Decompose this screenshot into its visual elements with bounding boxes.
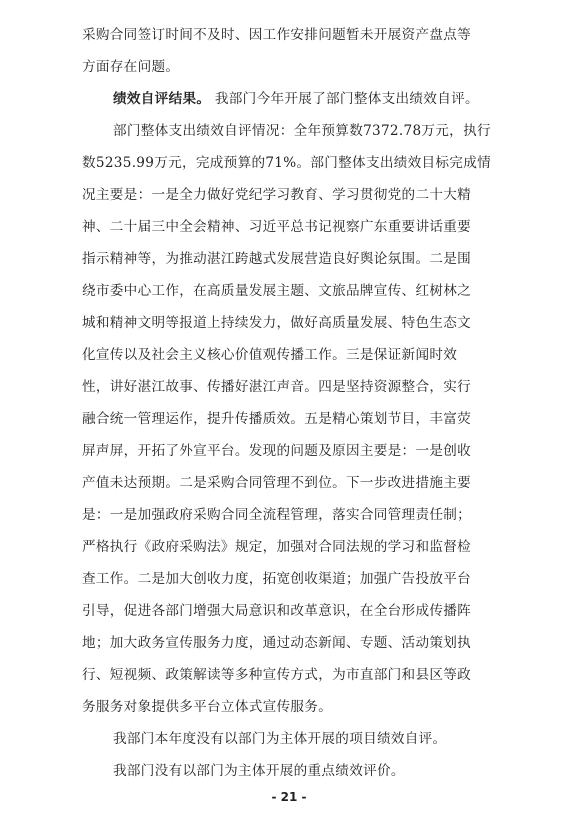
paragraph-line: 屏声屏，开拓了外宣平台。发现的问题及原因主要是：一是创收 xyxy=(82,443,472,459)
paragraph-line: 融合统一管理运作，提升传播质效。五是精心策划节目，丰富荧 xyxy=(82,411,472,427)
paragraph-line: 采购合同签订时间不及时、因工作安排问题暂未开展资产盘点等 xyxy=(82,27,472,43)
paragraph-line: 引导，促进各部门增强大局意识和改革意识，在全台形成传播阵 xyxy=(82,603,472,619)
paragraph-line: 严格执行《政府采购法》规定，加强对合同法规的学习和监督检 xyxy=(82,539,472,555)
paragraph-line: 务服务对象提供多平台立体式宣传服务。 xyxy=(82,699,333,715)
paragraph-line: 我部门没有以部门为主体开展的重点绩效评价。 xyxy=(113,763,405,779)
section-heading xyxy=(113,93,506,107)
paragraph-line: 产值未达预期。二是采购合同管理不到位。下一步改进措施主要 xyxy=(82,475,472,491)
paragraph-line: 神、二十届三中全会精神、习近平总书记视察广东重要讲话重要 xyxy=(82,219,472,235)
paragraph-line: 地；加大政务宣传服务力度，通过动态新闻、专题、活动策划执 xyxy=(82,635,472,651)
heading-label: 绩效自评结果。 xyxy=(113,91,211,107)
paragraph-line: 我部门本年度没有以部门为主体开展的项目绩效自评。 xyxy=(113,731,447,747)
paragraph-line: 化宣传以及社会主义核心价值观传播工作。三是保证新闻时效 xyxy=(82,347,458,363)
paragraph-line: 城和精神文明等报道上持续发力，做好高质量发展、特色生态文 xyxy=(82,315,472,331)
heading-text: 我部门今年开展了部门整体支出绩效自评。 xyxy=(214,91,479,107)
paragraph-line: 况主要是：一是全力做好党纪学习教育、学习贯彻党的二十大精 xyxy=(82,187,472,203)
paragraph-line: 方面存在问题。 xyxy=(82,59,180,75)
page-number: - 21 - xyxy=(271,790,307,804)
paragraph-line: 性，讲好湛江故事、传播好湛江声音。四是坚持资源整合，实行 xyxy=(82,379,472,395)
paragraph-line: 数5235.99万元，完成预算的71%。部门整体支出绩效目标完成情 xyxy=(82,155,491,171)
paragraph-line: 部门整体支出绩效自评情况：全年预算数7372.78万元，执行 xyxy=(113,123,491,139)
paragraph-line: 是：一是加强政府采购合同全流程管理，落实合同管理责任制； xyxy=(82,507,472,523)
paragraph-line: 指示精神等，为推动湛江跨越式发展营造良好舆论氛围。二是围 xyxy=(82,251,472,267)
paragraph-line: 行、短视频、政策解读等多种宣传方式，为市直部门和县区等政 xyxy=(82,667,472,683)
paragraph-line: 查工作。二是加大创收力度，拓宽创收渠道；加强广告投放平台 xyxy=(82,571,472,587)
paragraph-line: 绕市委中心工作，在高质量发展主题、文旅品牌宣传、红树林之 xyxy=(82,283,472,299)
